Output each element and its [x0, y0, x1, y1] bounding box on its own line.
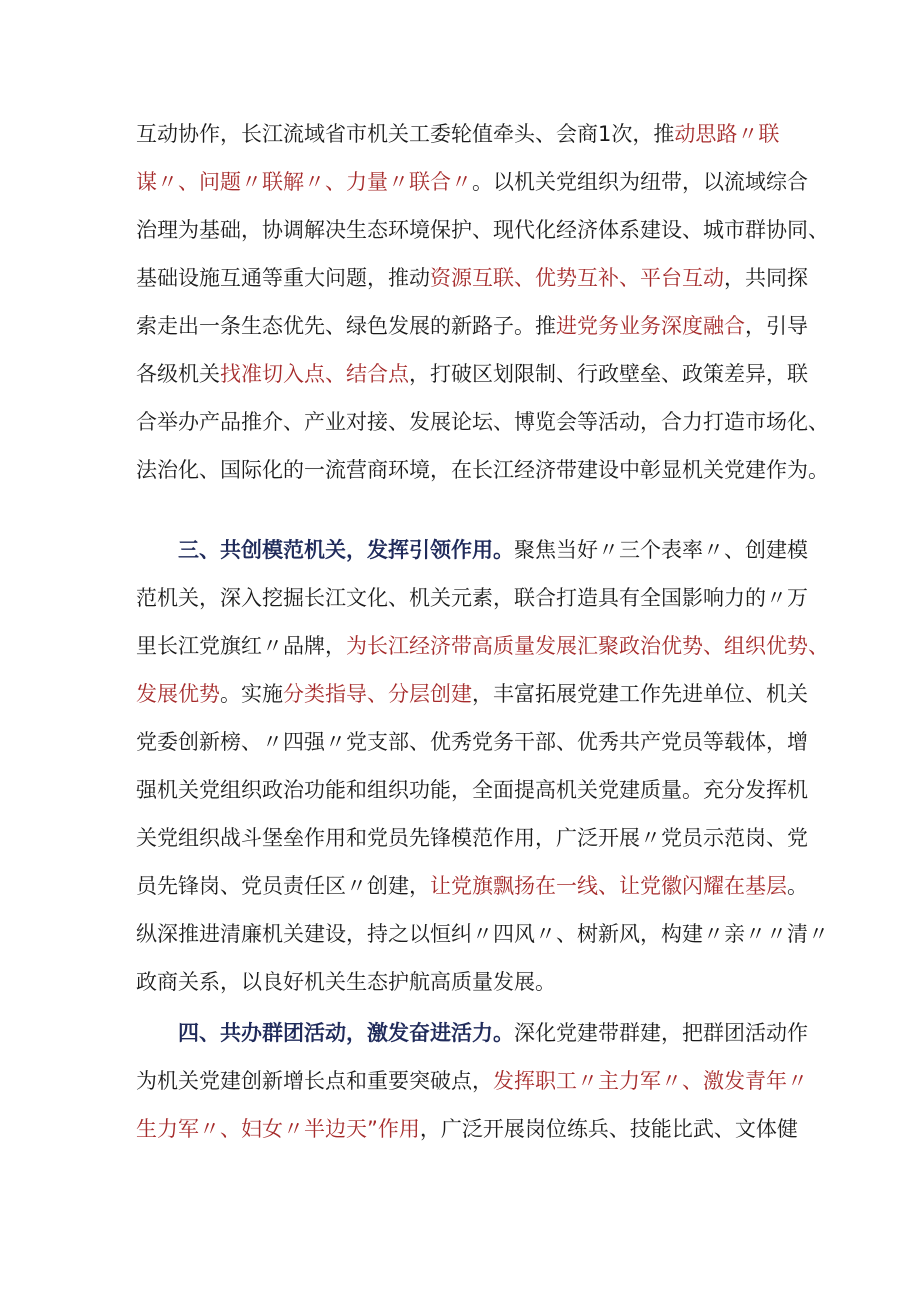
text-line	[136, 910, 829, 958]
paragraph-model-organs	[136, 526, 829, 1006]
body-text: 治理为基础，协调解决生态环境保护、现代化经济体系建设、城市群协同、	[136, 218, 829, 242]
body-text: 里长江党旗红〃品牌，	[136, 634, 346, 658]
text-line	[136, 814, 808, 862]
text-line	[136, 862, 808, 910]
text-line	[136, 766, 808, 814]
text-line	[136, 958, 796, 1006]
highlighted-text: 分类指导、分层创建	[283, 682, 472, 706]
body-text: ，引导	[745, 314, 808, 338]
text-line	[136, 622, 829, 670]
body-text: 互动协作，长江流域省市机关工委轮值牵头、会商1次，推	[136, 122, 675, 146]
body-text: 合举办产品推介、产业对接、发展论坛、博览会等活动，合力打造市场化、	[136, 410, 829, 434]
highlighted-text: 生力军〃、妇女〃半边天”作用	[136, 1117, 420, 1141]
body-text: ，丰富拓展党建工作先进单位、机关	[472, 682, 808, 706]
highlighted-text: 让党旗飘扬在一线、让党徽闪耀在基层	[430, 874, 787, 898]
body-text: 聚焦当好〃三个表率〃、创建模	[514, 538, 808, 562]
paragraph-regional-coordination	[136, 110, 829, 494]
text-line	[136, 158, 808, 206]
highlighted-text: 资源互联、优势互补、平台互动	[430, 266, 724, 290]
highlighted-text: 发展优势	[136, 682, 220, 706]
highlighted-text: 进党务业务深度融合	[556, 314, 745, 338]
body-text: 索走出一条生态优先、绿色发展的新路子。推	[136, 314, 556, 338]
highlighted-text: 动思路〃联	[674, 122, 780, 146]
body-text: 为机关党建创新增长点和重要突破点，	[136, 1069, 493, 1093]
body-text: 强机关党组织政治功能和组织功能，全面提高机关党建质量。充分发挥机	[136, 778, 808, 802]
body-text: 员先锋岗、党员责任区〃创建，	[136, 874, 430, 898]
body-text: 各级机关	[136, 362, 220, 386]
text-line	[136, 1057, 808, 1105]
body-text: 党委创新榜、〃四强〃党支部、优秀党务干部、优秀共产党员等载体，增	[136, 730, 808, 754]
text-line	[136, 398, 829, 446]
body-text: 关党组织战斗堡垒作用和党员先锋模范作用，广泛开展〃党员示范岗、党	[136, 826, 808, 850]
paragraph-mass-organization-activities	[136, 1009, 808, 1153]
section-heading: 三、共创模范机关，发挥引领作用。	[178, 538, 514, 562]
text-line	[136, 110, 796, 158]
highlighted-text: 找准切入点、结合点	[220, 362, 409, 386]
text-line	[136, 254, 808, 302]
text-line	[136, 446, 829, 494]
text-line	[136, 206, 829, 254]
text-line	[136, 574, 808, 622]
body-text: 范机关，深入挖掘长江文化、机关元素，联合打造具有全国影响力的〃万	[136, 586, 808, 610]
text-line	[136, 350, 808, 398]
body-text: ，打破区划限制、行政壁垒、政策差异，联	[409, 362, 808, 386]
highlighted-text: 发挥职工〃主力军〃、激发青年〃	[493, 1069, 808, 1093]
body-text: 深化党建带群建，把群团活动作	[514, 1021, 808, 1045]
body-text: ，广泛开展岗位练兵、技能比武、文体健	[419, 1117, 798, 1141]
body-text: 纵深推进清廉机关建设，持之以恒纠〃四风〃、树新风，构建〃亲〃〃清〃	[136, 922, 829, 946]
text-line	[136, 1009, 808, 1057]
text-line	[136, 526, 808, 574]
text-line	[136, 718, 808, 766]
body-text: 。	[787, 874, 808, 898]
body-text: 。实施	[220, 682, 283, 706]
text-line	[136, 670, 808, 718]
text-line	[136, 302, 808, 350]
body-text: ，共同探	[724, 266, 808, 290]
body-text: 基础设施互通等重大问题，推动	[136, 266, 430, 290]
body-text: 政商关系，以良好机关生态护航高质量发展。	[136, 970, 556, 994]
body-text: 。以机关党组织为纽带，以流域综合	[472, 170, 808, 194]
highlighted-text: 为长江经济带高质量发展汇聚政治优势、组织优势、	[346, 634, 829, 658]
body-text: 法治化、国际化的一流营商环境，在长江经济带建设中彰显机关党建作为。	[136, 458, 829, 482]
highlighted-text: 谋〃、问题〃联解〃、力量〃联合〃	[136, 170, 472, 194]
section-heading: 四、共办群团活动，激发奋进活力。	[178, 1021, 514, 1045]
text-line	[136, 1105, 796, 1153]
